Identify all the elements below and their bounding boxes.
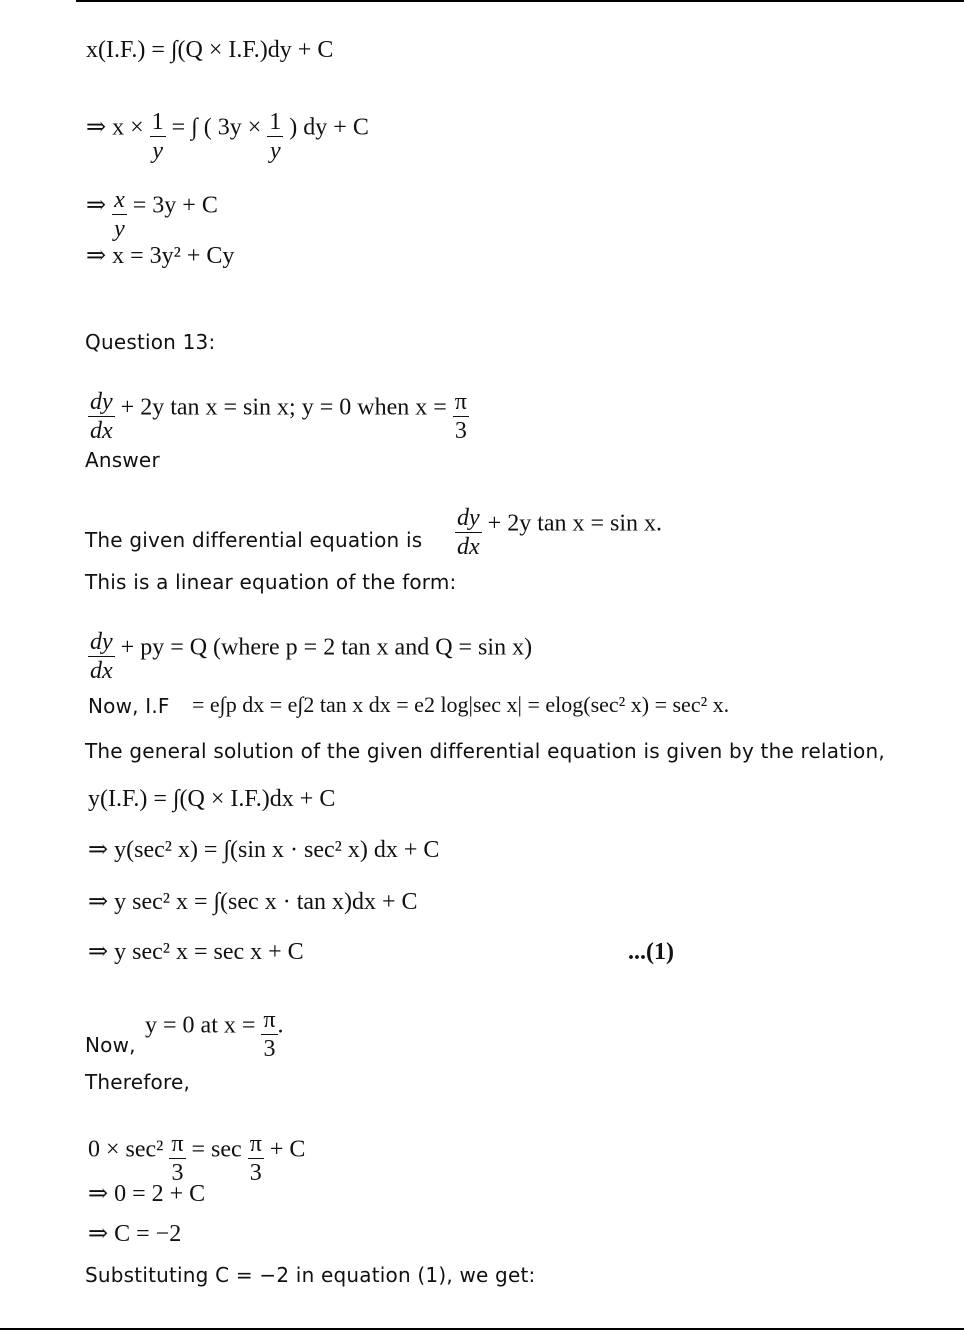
now-if-label: Now, I.F xyxy=(88,694,170,718)
sub-pi-3-b: $\frac{\pi}{3}$ xyxy=(249,1131,262,1187)
eq3-fraction: $\frac{x}{y}$ xyxy=(114,187,125,243)
eq2-mid: = ∫ ( 3y × xyxy=(165,114,268,141)
equation-xIF: x(I.F.) = ∫(Q × I.F.)dy + C xyxy=(86,37,334,63)
question-statement: $\frac{dy}{dx}$ + 2y tan x = sin x; y = 0 when x = $\frac{\pi}{3}$ xyxy=(90,389,467,445)
equation-step-3: ⇒ x = 3y² + Cy xyxy=(86,243,235,269)
now-label: Now, xyxy=(85,1033,136,1057)
given-text: The given differential equation is xyxy=(85,528,423,552)
linear-text: This is a linear equation of the form: xyxy=(85,570,457,594)
sub-pi-3-a: $\frac{\pi}{3}$ xyxy=(171,1131,184,1187)
condition-equation: y = 0 at x = $\frac{\pi}{3}$ . xyxy=(145,1007,284,1063)
substituting-text: Substituting C = −2 in equation (1), we get: xyxy=(85,1263,536,1287)
answer-label: Answer xyxy=(85,448,160,472)
linear-equation: $\frac{dy}{dx}$ + py = Q (where p = 2 tan x and Q = sin x) xyxy=(90,629,533,685)
solution-2: ⇒ y(sec² x) = ∫(sin x · sec² x) dx + C xyxy=(88,837,440,863)
equation-step-1 xyxy=(86,102,369,165)
equation-step-2: ⇒ $\frac{x}{y}$ = 3y + C xyxy=(86,187,218,243)
question-label: Question 13: xyxy=(85,330,216,354)
eq2-tail: ) dy + C xyxy=(283,114,369,141)
eq2-fraction: $\frac{1}{y}$ xyxy=(151,109,164,165)
solution-1: y(I.F.) = ∫(Q × I.F.)dx + C xyxy=(88,786,336,812)
dy-dx-fraction: $\frac{dy}{dx}$ xyxy=(90,389,113,445)
substitution-equation: 0 × sec² $\frac{\pi}{3}$ = sec $\frac{\pi}{3}$ + C xyxy=(88,1131,306,1187)
given-equation: $\frac{dy}{dx}$ + 2y tan x = sin x. xyxy=(457,505,663,561)
eq2-fraction-2: $\frac{1}{y}$ xyxy=(269,109,282,165)
linear-dy-dx: $\frac{dy}{dx}$ xyxy=(90,629,113,685)
if-chain: = e∫p dx = e∫2 tan x dx = e2 log|sec x| = elog(sec² x) = sec² x. xyxy=(192,692,730,717)
therefore-label: Therefore, xyxy=(85,1070,191,1094)
eq2-lhs: ⇒ x × xyxy=(86,114,150,141)
top-rule xyxy=(76,0,964,2)
condition-pi-3: $\frac{\pi}{3}$ xyxy=(263,1007,276,1063)
pi-over-3-fraction: $\frac{\pi}{3}$ xyxy=(454,389,467,445)
general-solution-text: The general solution of the given differential equation is given by the relation, xyxy=(85,739,885,763)
solution-4: ⇒ y sec² x = sec x + C xyxy=(88,939,304,965)
given-dy-dx: $\frac{dy}{dx}$ xyxy=(457,505,480,561)
bottom-rule xyxy=(0,1328,964,1330)
solution-3: ⇒ y sec² x = ∫(sec x · tan x)dx + C xyxy=(88,889,418,915)
constant-step-2: ⇒ C = −2 xyxy=(88,1221,182,1247)
constant-step-1: ⇒ 0 = 2 + C xyxy=(88,1181,206,1207)
equation-ref-1: ...(1) xyxy=(628,939,674,965)
